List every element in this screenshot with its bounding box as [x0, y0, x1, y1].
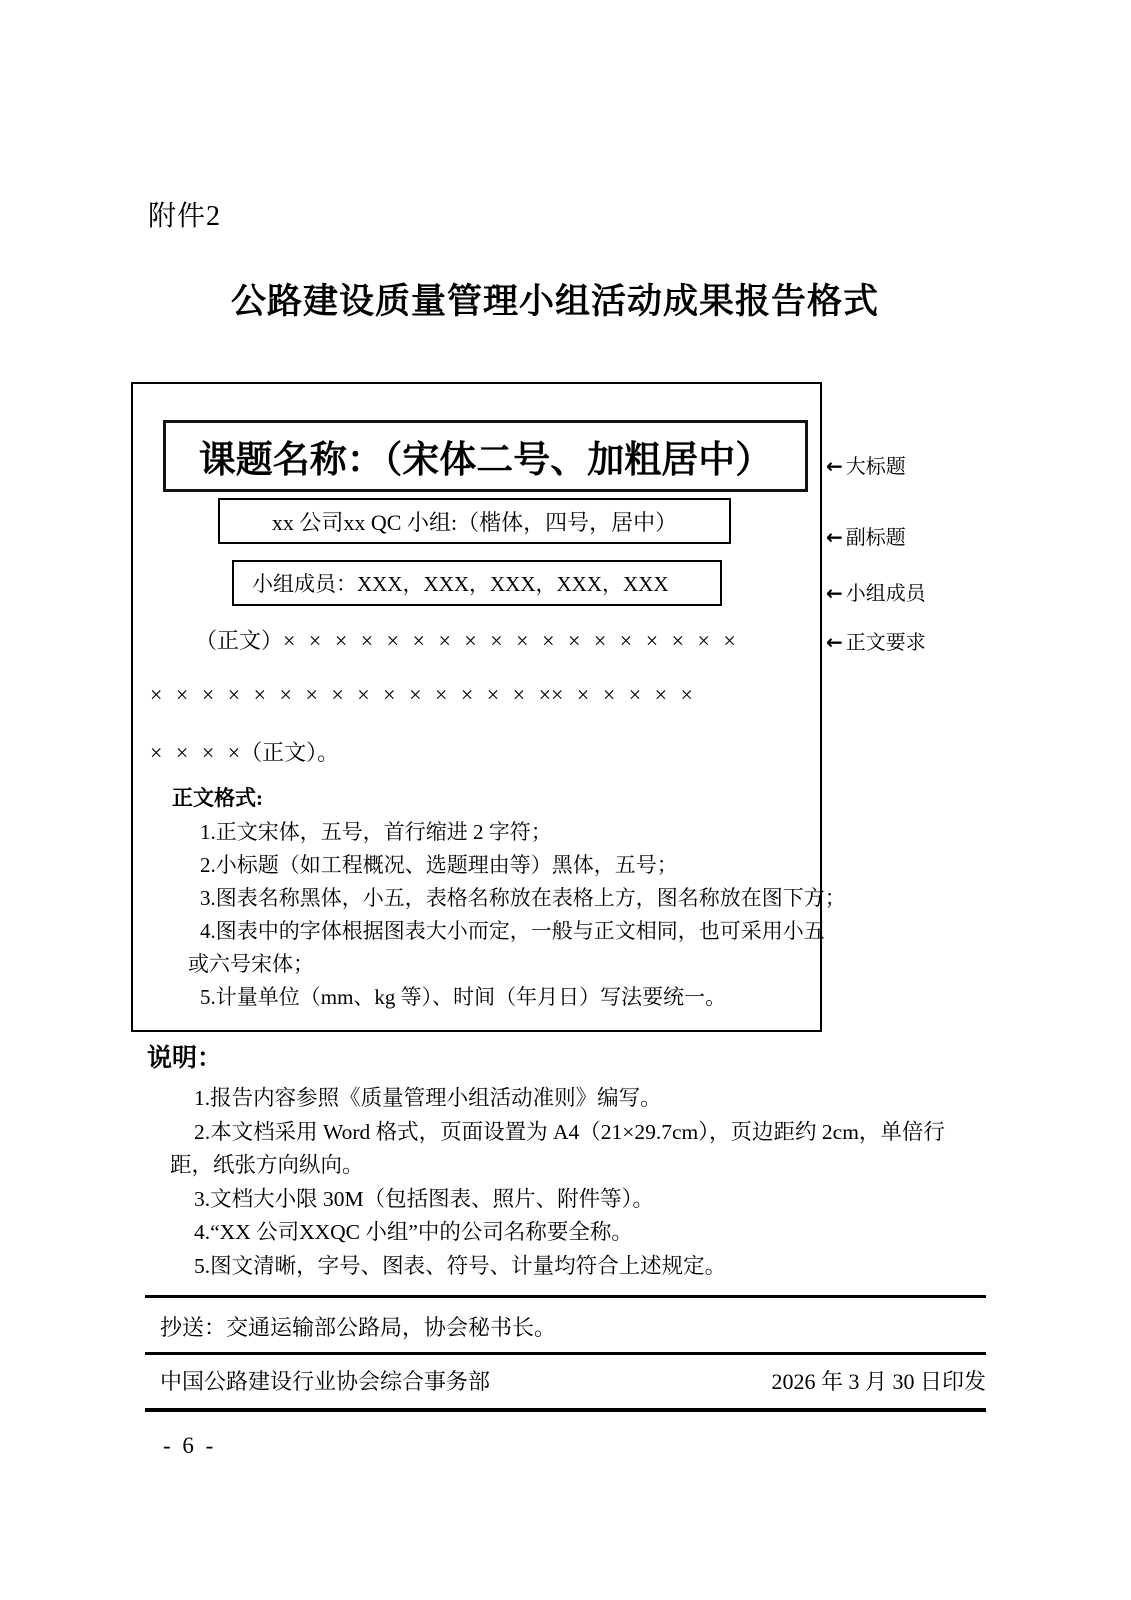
- format-item-5: 5.计量单位（mm、kg 等）、时间（年月日）写法要统一。: [200, 985, 727, 1009]
- report-subtitle-box: [218, 498, 731, 544]
- body-placeholder-line-3: × × × ×（正文）。: [150, 740, 340, 765]
- page-number: - 6 -: [163, 1433, 217, 1458]
- separator-rule-top: [145, 1295, 986, 1298]
- notes-list: [170, 1082, 980, 1283]
- left-arrow-icon: ←: [826, 581, 843, 605]
- report-subtitle-text: xx 公司xx QC 小组:（楷体，四号，居中）: [271, 509, 678, 535]
- annotation-subtitle: [826, 521, 906, 550]
- format-item-1: 1.正文宋体，五号，首行缩进 2 字符；: [200, 820, 552, 844]
- annotation-label: 大标题: [845, 456, 906, 478]
- notes-heading: 说明：: [147, 1045, 223, 1072]
- page-title: 公路建设质量管理小组活动成果报告格式: [230, 282, 879, 321]
- annotation-members: [826, 577, 926, 606]
- annotation-body-requirement: [826, 626, 926, 655]
- note-item-3: 3.文档大小限 30M（包括图表、照片、附件等）。: [194, 1186, 654, 1211]
- report-big-title-box: [163, 420, 808, 492]
- left-arrow-icon: ←: [826, 630, 843, 654]
- print-date: 2026 年 3 月 30 日印发: [771, 1369, 986, 1394]
- format-item-3: 3.图表名称黑体，小五，表格名称放在表格上方，图名称放在图下方；: [200, 886, 846, 910]
- report-template-frame: [131, 382, 846, 1032]
- attachment-label: 附件2: [148, 201, 222, 232]
- separator-rule-bottom: [145, 1408, 986, 1412]
- issuer-name: 中国公路建设行业协会综合事务部: [160, 1369, 491, 1394]
- note-item-5: 5.图文清晰，字号、图表、符号、计量均符合上述规定。: [194, 1253, 727, 1278]
- annotation-label: 副标题: [845, 527, 906, 549]
- cc-line: 抄送：交通运输部公路局，协会秘书长。: [160, 1315, 557, 1340]
- format-item-4: 4.图表中的字体根据图表大小而定，一般与正文相同，也可采用小五或六号宋体；: [188, 919, 825, 976]
- report-members-text: 小组成员：XXX，XXX，XXX，XXX，XXX: [252, 572, 669, 596]
- annotation-label: 正文要求: [845, 632, 926, 654]
- separator-rule-middle: [145, 1352, 986, 1355]
- format-item-2: 2.小标题（如工程概况、选题理由等）黑体，五号；: [200, 853, 678, 877]
- annotation-label: 小组成员: [845, 583, 926, 605]
- note-item-4: 4.“XX 公司XXQC 小组”中的公司名称要全称。: [194, 1220, 633, 1244]
- body-format-list: [188, 816, 848, 1014]
- note-item-1: 1.报告内容参照《质量管理小组活动准则》编写。: [194, 1086, 662, 1110]
- left-arrow-icon: ←: [826, 525, 843, 549]
- report-members-box: [232, 560, 722, 606]
- body-placeholder-line-2: × × × × × × × × × × × × × × × ×× × × × × ×: [150, 682, 693, 707]
- annotation-big-title: [826, 450, 906, 479]
- body-placeholder-line-1: （正文）× × × × × × × × × × × × × × × × × ×: [195, 628, 736, 653]
- note-item-2: 2.本文档采用 Word 格式，页面设置为 A4（21×29.7cm），页边距约 2cm，单倍行距，纸张方向纵向。: [170, 1119, 945, 1177]
- body-format-heading: 正文格式:: [172, 786, 263, 810]
- issuer-row: [160, 1365, 986, 1396]
- report-big-title-text: 课题名称：（宋体二号、加粗居中）: [198, 440, 773, 481]
- left-arrow-icon: ←: [826, 454, 843, 478]
